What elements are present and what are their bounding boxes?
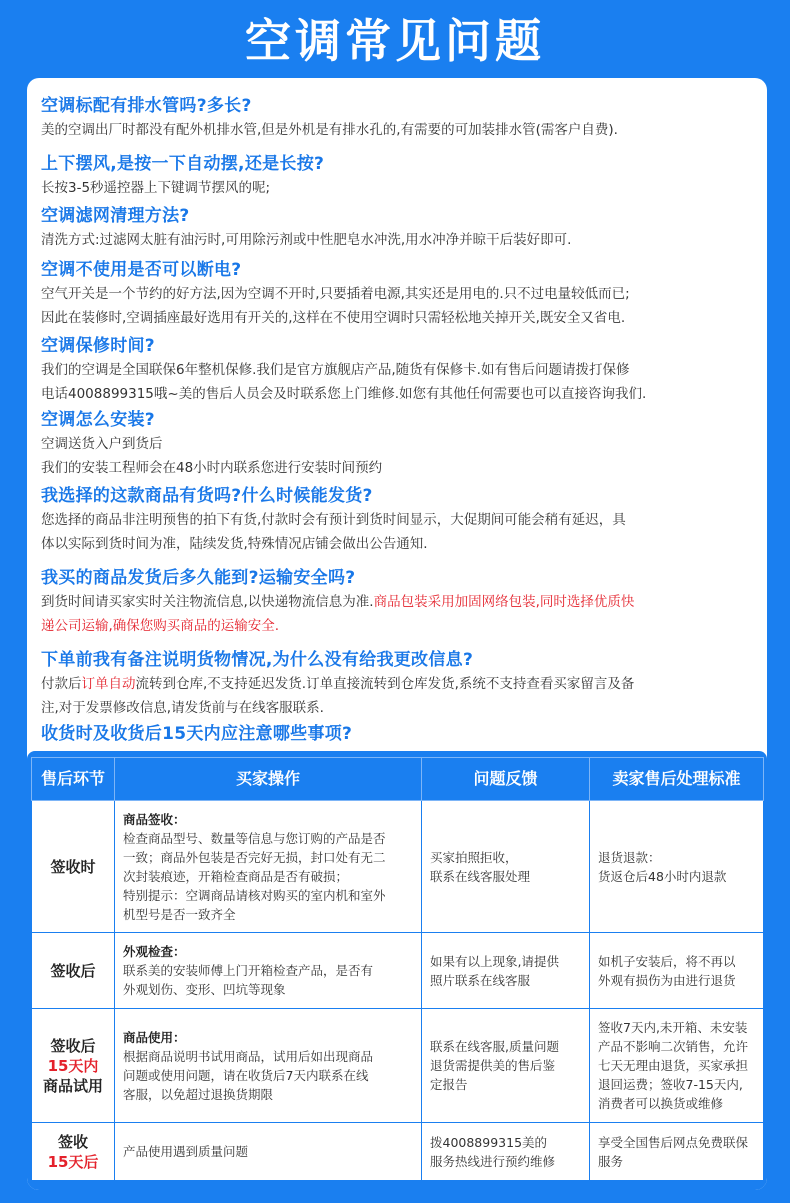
stage-cell [32,1123,115,1181]
faq-question: 空调怎么安装? [41,410,155,430]
buyer-action-cell [115,801,422,933]
cell-line: 货返仓后48小时内退款 [598,868,727,884]
stage-label: 签收 [57,1132,88,1151]
faq-item [41,204,757,252]
table-row [32,933,764,1009]
faq-item [41,334,757,406]
faq-item [41,648,757,720]
standard-cell [590,1009,764,1123]
buyer-action-cell [115,1009,422,1123]
faq-question: 空调标配有排水管吗?多长? [41,96,252,116]
faq-item [41,566,757,638]
cell-title: 商品签收： [123,811,186,827]
stage-label: 商品试用 [42,1076,103,1095]
faq-answer: 清洗方式:过滤网太脏有油污时,可用除污剂或中性肥皂水冲洗,用水冲净并晾干后装好即可. [41,232,572,248]
table-row [32,1009,764,1123]
page-title: 空调常见问题 [245,14,545,68]
faq-answer-highlight: 商品包装采用加固网络包装,同时选择优质快 [373,594,635,610]
table-row [32,801,764,933]
cell-line: 产品不影响二次销售，允许 [598,1039,749,1054]
cell-line: 退货需提供美的售后鉴 [430,1058,556,1073]
faq-item [41,152,757,200]
stage-cell [32,933,115,1009]
faq-card [27,78,767,1190]
cell-line: 服务 [598,1153,624,1169]
faq-answer-text: 到货时间请买家实时关注物流信息,以快递物流信息为准. [41,594,374,610]
cell-line: 问题或使用问题，请在收货后7天内联系在线 [123,1067,369,1083]
faq-question: 上下摆风,是按一下自动摆,还是长按? [41,154,325,174]
cell-line: 次封装痕迹，开箱检查商品是否有破损； [123,868,349,884]
faq-answer-text: 流转到仓库,不支持延迟发货.订单直接流转到仓库发货,系统不支持查看买家留言及备 [135,676,635,692]
after-sales-table-wrap [27,751,767,1190]
cell-line: 联系美的安装师傅上门开箱检查产品，是否有 [123,963,374,978]
stage-label-highlight: 15天后 [47,1152,99,1171]
standard-cell [590,933,764,1009]
standard-cell [590,1123,764,1181]
cell-line: 如机子安装后，将不再以 [598,953,736,969]
cell-line: 如果有以上现象,请提供 [430,953,559,969]
faq-question: 我选择的这款商品有货吗?什么时候能发货? [41,486,373,506]
cell-line: 检查商品型号、数量等信息与您订购的产品是否 [123,830,386,846]
feedback-cell [422,1009,590,1123]
faq-item [41,484,757,556]
faq-answer [41,672,757,696]
stage-cell [32,1009,115,1123]
cell-line: 联系在线客服处理 [430,868,531,884]
stage-cell [32,801,115,933]
cell-line: 机型号是否一致齐全 [123,906,236,922]
cell-line: 特别提示：空调商品请核对购买的室内机和室外 [123,887,386,903]
cell-line: 退货退款： [598,849,661,865]
cell-line: 照片联系在线客服 [430,972,531,988]
faq-question: 我买的商品发货后多久能到?运输安全吗? [41,568,356,588]
faq-question: 空调滤网清理方法? [41,206,190,226]
faq-answer-highlight: 订单自动 [81,676,136,692]
faq-answer: 美的空调出厂时都没有配外机排水管,但是外机是有排水孔的,有需要的可加装排水管(需客户自费). [41,122,618,138]
cell-line: 消费者可以换货或维修 [598,1096,724,1111]
header-buyer-action: 买家操作 [115,758,422,801]
cell-line: 退回运费；签收7-15天内, [598,1077,743,1092]
faq-answer [41,590,757,614]
faq-answer: 空气开关是一个节约的好方法,因为空调不开时,只要插着电源,其实还是用电的.只不过电量较低而已; [41,286,630,302]
faq-answer: 长按3-5秒遥控器上下键调节摆风的呢; [41,180,271,196]
feedback-cell [422,801,590,933]
standard-cell [590,801,764,933]
cell-line: 外观划伤、变形、凹坑等现象 [123,982,286,997]
stage-label: 签收时 [50,857,96,876]
cell-line: 拨4008899315美的 [430,1134,548,1150]
faq-answer: 注,对于发票修改信息,请发货前与在线客服联系. [41,700,324,716]
cell-line: 定报告 [430,1077,468,1092]
faq-answer: 您选择的商品非注明预售的拍下有货,付款时会有预计到货时间显示，大促期间可能会稍有延迟，具 [41,512,626,528]
faq-item [41,722,757,746]
faq-question: 收货时及收货后15天内应注意哪些事项? [41,724,353,744]
cell-line: 签收7天内,未开箱、未安装 [598,1020,748,1035]
cell-line: 联系在线客服,质量问题 [430,1039,559,1054]
faq-question: 空调不使用是否可以断电? [41,260,242,280]
cell-title: 商品使用： [123,1029,186,1045]
cell-line: 享受全国售后网点免费联保 [598,1134,749,1150]
faq-item [41,408,757,480]
stage-label: 签收后 [50,961,96,980]
faq-answer: 空调送货入户到货后 [41,436,163,452]
table-row [32,1123,764,1181]
faq-question: 空调保修时间? [41,336,155,356]
feedback-cell [422,933,590,1009]
faq-answer: 体以实际到货时间为准，陆续发货,特殊情况店铺会做出公告通知. [41,536,428,552]
header-stage: 售后环节 [32,758,115,801]
faq-answer: 我们的安装工程师会在48小时内联系您进行安装时间预约 [41,460,383,476]
after-sales-table [31,757,764,1181]
header-seller-standard: 卖家售后处理标准 [590,758,764,801]
feedback-cell [422,1123,590,1181]
faq-answer-text: 付款后 [41,676,82,692]
header-feedback: 问题反馈 [422,758,590,801]
faq-answer: 我们的空调是全国联保6年整机保修.我们是官方旗舰店产品,随货有保修卡.如有售后问题请拨打保修 [41,362,630,378]
buyer-action-cell [115,933,422,1009]
buyer-action-cell [115,1123,422,1181]
cell-line: 服务热线进行预约维修 [430,1153,556,1169]
cell-line: 买家拍照拒收， [430,849,518,865]
faq-item [41,94,757,142]
faq-answer: 因此在装修时,空调插座最好选用有开关的,这样在不使用空调时只需轻松地关掉开关,既安全又省电. [41,310,626,326]
faq-answer-highlight: 递公司运输,确保您购买商品的运输安全. [41,618,280,634]
cell-title: 外观检查： [123,944,186,959]
stage-label-highlight: 15天内 [47,1056,99,1075]
cell-line: 根据商品说明书试用商品，试用后如出现商品 [123,1048,374,1064]
cell-line: 客服，以免超过退换货期限 [123,1086,274,1102]
stage-label: 签收后 [50,1036,96,1055]
cell-line: 产品使用遇到质量问题 [123,1144,249,1159]
cell-line: 一致；商品外包装是否完好无损，封口处有无二 [123,849,386,865]
faq-answer: 电话4008899315哦~美的售后人员会及时联系您上门维修.如您有其他任何需要也可以直接咨询我们. [41,386,647,402]
cell-line: 外观有损伤为由进行退货 [598,972,736,988]
cell-line: 七天无理由退货，买家承担 [598,1058,749,1073]
faq-item [41,258,757,330]
faq-question: 下单前我有备注说明货物情况,为什么没有给我更改信息? [41,650,474,670]
table-header-row [32,758,764,801]
